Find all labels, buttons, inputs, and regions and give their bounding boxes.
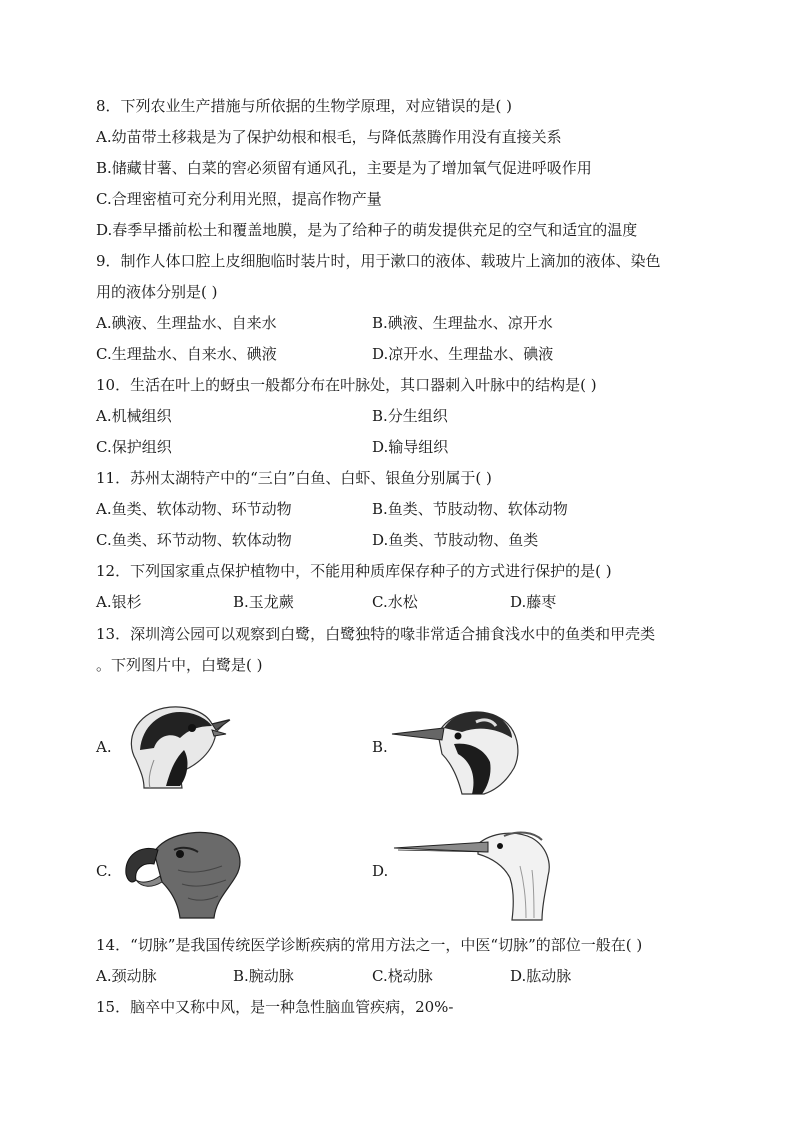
q9-option-c: C.生理盐水、自来水、碘液: [96, 345, 277, 363]
q10-option-a: A.机械组织: [96, 407, 172, 425]
q12-option-b: B.玉龙蕨: [233, 593, 294, 611]
q11-stem: 11．苏州太湖特产中的“三白”白鱼、白虾、银鱼分别属于( ): [96, 469, 492, 487]
q12-option-c: C.水松: [372, 593, 418, 611]
q10-stem: 10．生活在叶上的蚜虫一般都分布在叶脉处，其口器刺入叶脉中的结构是( ): [96, 376, 597, 394]
q14-option-d: D.肱动脉: [510, 967, 572, 985]
q9-option-a: A.碘液、生理盐水、自来水: [96, 314, 277, 332]
q14-option-a: A.颈动脉: [96, 967, 157, 985]
q12-option-d: D.藤枣: [510, 593, 557, 611]
q9-option-d: D.凉开水、生理盐水、碘液: [372, 345, 554, 363]
q10-option-d: D.输导组织: [372, 438, 449, 456]
q8-stem: 8．下列农业生产措施与所依据的生物学原理，对应错误的是( ): [96, 97, 513, 115]
q13-option-b-label: B.: [372, 738, 388, 756]
q13-option-c-label: C.: [96, 862, 112, 880]
sparrow-head-icon: [114, 700, 234, 790]
q13-stem-line1: 13．深圳湾公园可以观察到白鹭，白鹭独特的喙非常适合捕食浅水中的鱼类和甲壳类: [96, 625, 656, 643]
q12-option-a: A.银杉: [96, 593, 142, 611]
q12-stem: 12．下列国家重点保护植物中，不能用种质库保存种子的方式进行保护的是( ): [96, 562, 612, 580]
q14-option-b: B.腕动脉: [233, 967, 294, 985]
q9-option-b: B.碘液、生理盐水、凉开水: [372, 314, 553, 332]
q8-option-d: D.春季早播前松土和覆盖地膜，是为了给种子的萌发提供充足的空气和适宜的温度: [96, 221, 638, 239]
q8-option-c: C.合理密植可充分利用光照，提高作物产量: [96, 190, 382, 208]
q13-option-d-label: D.: [372, 862, 389, 880]
q15-stem: 15．脑卒中又称中风，是一种急性脑血管疾病，20%-: [96, 998, 454, 1016]
q11-option-c: C.鱼类、环节动物、软体动物: [96, 531, 292, 549]
q10-option-c: C.保护组织: [96, 438, 172, 456]
q10-option-b: B.分生组织: [372, 407, 448, 425]
eagle-head-icon: [118, 822, 248, 922]
q13-option-a-label: A.: [96, 738, 112, 756]
q9-stem-line1: 9．制作人体口腔上皮细胞临时装片时，用于漱口的液体、载玻片上滴加的液体、染色: [96, 252, 661, 270]
q14-stem: 14．“切脉”是我国传统医学诊断疾病的常用方法之一，中医“切脉”的部位一般在( ): [96, 936, 643, 954]
woodpecker-head-icon: [388, 698, 528, 798]
q14-option-c: C.桡动脉: [372, 967, 433, 985]
q11-option-d: D.鱼类、节肢动物、鱼类: [372, 531, 539, 549]
q13-stem-line2: 。下列图片中，白鹭是( ): [96, 656, 263, 674]
q8-option-a: A.幼苗带土移栽是为了保护幼根和根毛，与降低蒸腾作用没有直接关系: [96, 128, 562, 146]
egret-head-icon: [392, 826, 568, 922]
q11-option-a: A.鱼类、软体动物、环节动物: [96, 500, 292, 518]
q9-stem-line2: 用的液体分别是( ): [96, 283, 218, 301]
q11-option-b: B.鱼类、节肢动物、软体动物: [372, 500, 568, 518]
q8-option-b: B.储藏甘薯、白菜的窖必须留有通风孔，主要是为了增加氧气促进呼吸作用: [96, 159, 592, 177]
